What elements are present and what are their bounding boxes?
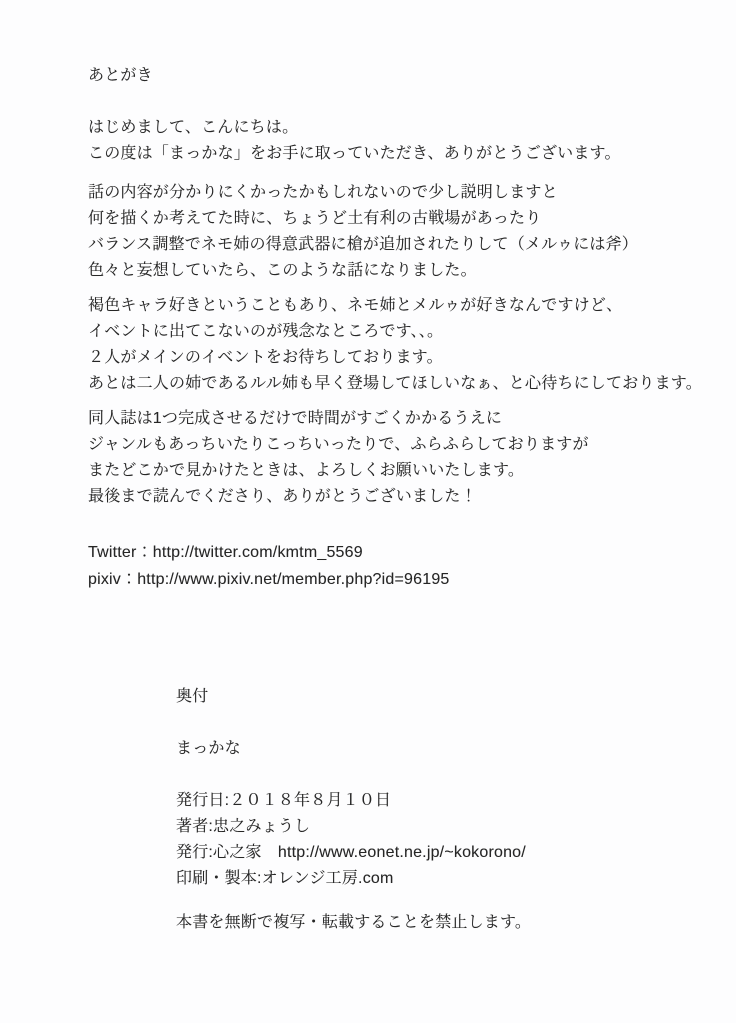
afterword-line: 同人誌は1つ完成させるだけで時間がすごくかかるうえに bbox=[88, 410, 503, 427]
book-title: まっかな bbox=[176, 740, 241, 757]
contact-twitter-line: Twitter：http://twitter.com/kmtm_5569 bbox=[88, 544, 363, 561]
afterword-line: ジャンルもあっちいたりこっちいったりで、ふらふらしておりますが bbox=[88, 436, 589, 453]
afterword-line: 褐色キャラ好きということもあり、ネモ姉とメルゥが好きなんですけど、 bbox=[88, 297, 623, 314]
afterword-line: あとは二人の姉であるルル姉も早く登場してほしいなぁ、と心待ちにしております。 bbox=[88, 375, 702, 392]
colophon-heading: 奥付 bbox=[176, 688, 209, 705]
afterword-line: イベントに出てこないのが残念なところです、、。 bbox=[88, 323, 444, 340]
contact-pixiv-line: pixiv：http://www.pixiv.net/member.php?id=96195 bbox=[88, 571, 450, 588]
afterword-heading: あとがき bbox=[88, 67, 153, 84]
afterword-line: またどこかで見かけたときは、よろしくお願いいたします。 bbox=[88, 462, 525, 479]
colophon-detail-author: 著者:忠之みょうし bbox=[176, 818, 311, 835]
afterword-line: はじめまして、こんにちは。 bbox=[88, 119, 299, 136]
colophon-detail-publisher: 発行:心之家 http://www.eonet.ne.jp/~kokorono/ bbox=[176, 844, 526, 861]
colophon-detail-publish-date: 発行日:２０１８年８月１０日 bbox=[176, 792, 392, 809]
afterword-line: 話の内容が分かりにくかったかもしれないので少し説明しますと bbox=[88, 184, 558, 201]
afterword-line: 最後まで読んでくださり、ありがとうございました！ bbox=[88, 488, 477, 505]
copyright-notice: 本書を無断で複写・転載することを禁止します。 bbox=[176, 914, 532, 931]
afterword-line: 色々と妄想していたら、このような話になりました。 bbox=[88, 262, 477, 279]
afterword-line: ２人がメインのイベントをお待ちしております。 bbox=[88, 349, 443, 366]
colophon-detail-printer: 印刷・製本:オレンジ工房.com bbox=[176, 870, 394, 887]
afterword-line: 何を描くか考えてた時に、ちょうど土有利の古戦場があったり bbox=[88, 210, 542, 227]
afterword-line: バランス調整でネモ姉の得意武器に槍が追加されたりして（メルゥには斧） bbox=[88, 236, 639, 253]
afterword-line: この度は「まっかな」をお手に取っていただき、ありがとうございます。 bbox=[88, 145, 621, 162]
